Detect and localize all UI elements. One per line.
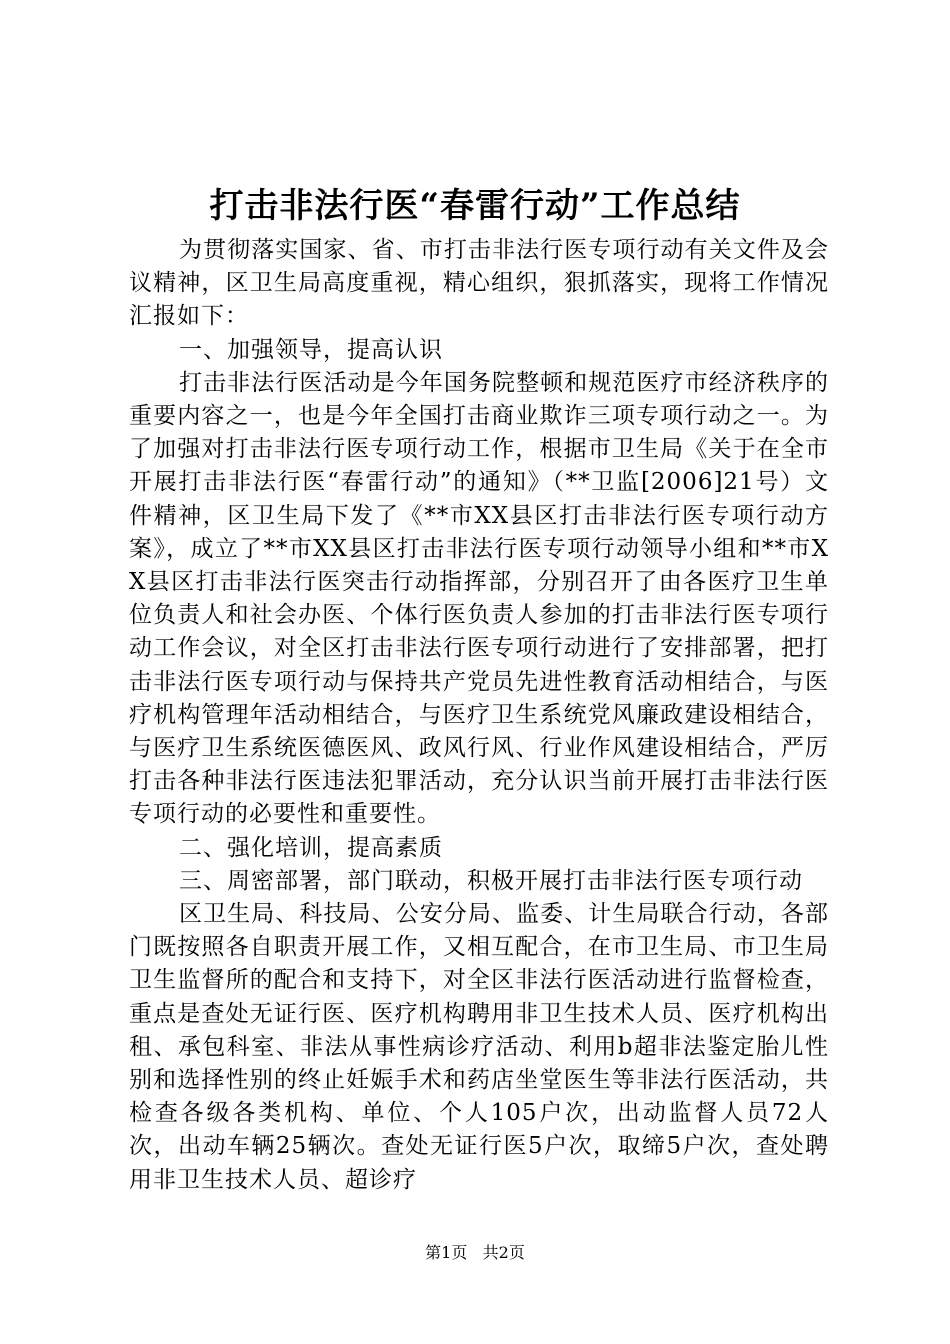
section-1-paragraph: 打击非法行医活动是今年国务院整顿和规范医疗市经济秩序的重要内容之一，也是今年全国打击商业欺诈三项专项行动之一。为了加强对打击非法行医专项行动工作，根据市卫生局《关于在全市开展打击非法行医“春雷行动”的通知》（**卫监[2006]21号）文件精神，区卫生局下发了《**市XX县区打击非法行医专项行动方案》，成立了**市XX县区打击非法行医专项行动领导小组和**市XX县区打击非法行医突击行动指挥部，分别召开了由各医疗卫生单位负责人和社会办医、个体行医负责人参加的打击非法行医专项行动工作会议，对全区打击非法行医专项行动进行了安排部署，把打击非法行医专项行动与保持共产党员先进性教育活动相结合，与医疗机构管理年活动相结合，与医疗卫生系统党风廉政建设相结合，与医疗卫生系统医德医风、政风行风、行业作风建设相结合，严厉打击各种非法行医违法犯罪活动，充分认识当前开展打击非法行医专项行动的必要性和重要性。 bbox=[129, 369, 829, 828]
intro-paragraph: 为贯彻落实国家、省、市打击非法行医专项行动有关文件及会议精神，区卫生局高度重视，精心组织，狠抓落实，现将工作情况汇报如下： bbox=[129, 237, 829, 330]
section-heading-1: 一、加强领导，提高认识 bbox=[179, 336, 443, 363]
page-total: 共2页 bbox=[482, 1243, 525, 1262]
page-footer bbox=[0, 1242, 950, 1264]
document-body bbox=[129, 234, 829, 1197]
section-3-paragraph: 区卫生局、科技局、公安分局、监委、计生局联合行动，各部门既按照各自职责开展工作，又相互配合，在市卫生局、市卫生局卫生监督所的配合和支持下，对全区非法行医活动进行监督检查，重点是查处无证行医、医疗机构聘用非卫生技术人员、医疗机构出租、承包科室、非法从事性病诊疗活动、利用b超非法鉴定胎儿性别和选择性别的终止妊娠手术和药店坐堂医生等非法行医活动，共检查各级各类机构、单位、个人105户次，出动监督人员72人次，出动车辆25辆次。查处无证行医5户次，取缔5户次，查处聘用非卫生技术人员、超诊疗 bbox=[129, 901, 829, 1193]
page-title: 打击非法行医“春雷行动”工作总结 bbox=[209, 186, 741, 226]
section-heading-2: 二、强化培训，提高素质 bbox=[179, 834, 443, 861]
page-separator bbox=[472, 1243, 477, 1262]
page-number: 第1页 bbox=[425, 1243, 468, 1262]
section-heading-3: 三、周密部署，部门联动，积极开展打击非法行医专项行动 bbox=[179, 867, 803, 894]
